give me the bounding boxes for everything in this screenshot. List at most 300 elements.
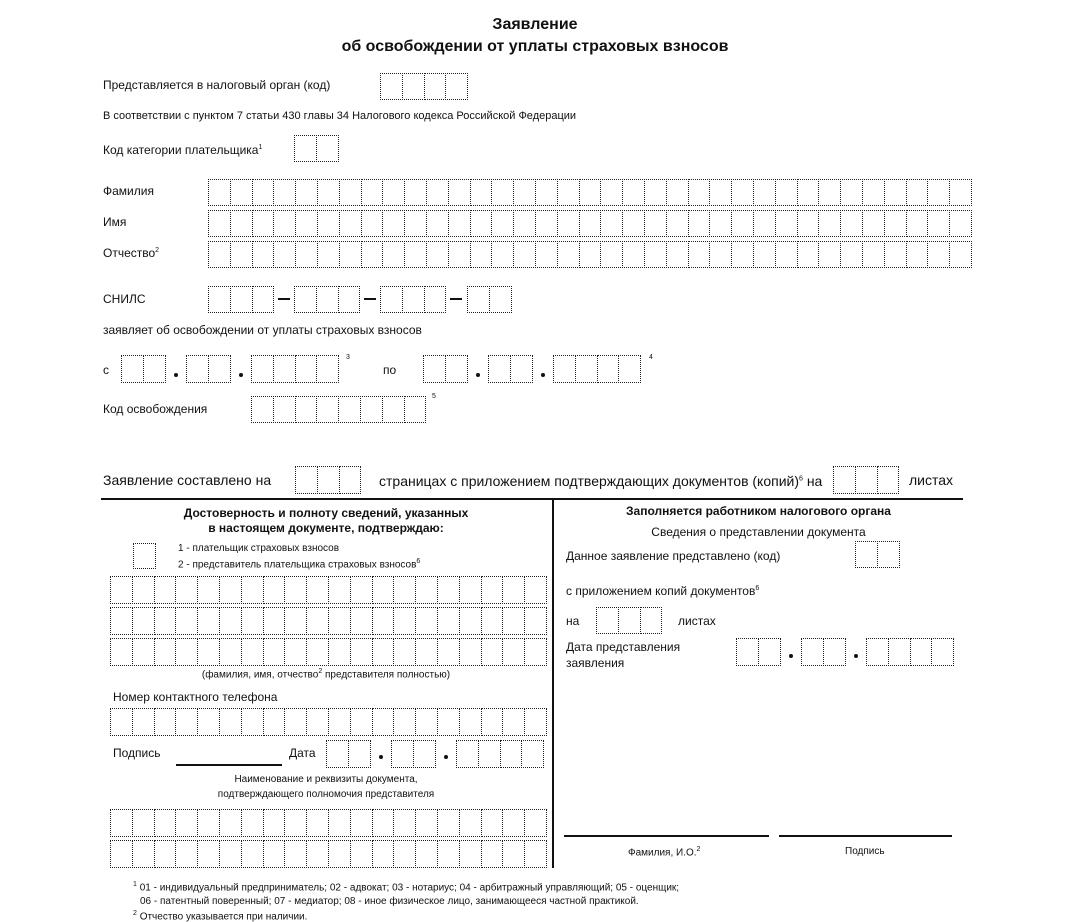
input-cell[interactable] xyxy=(481,638,504,666)
input-cell[interactable] xyxy=(470,179,493,206)
input-cell[interactable] xyxy=(709,179,732,206)
input-cell[interactable] xyxy=(437,840,460,868)
input-cell[interactable] xyxy=(360,396,383,423)
input-cell[interactable] xyxy=(175,638,198,666)
signature-line[interactable] xyxy=(176,764,282,766)
input-cell[interactable] xyxy=(263,809,286,837)
input-cell[interactable] xyxy=(491,241,514,268)
input-cell[interactable] xyxy=(241,576,264,604)
input-cell[interactable] xyxy=(731,210,754,237)
input-cell[interactable] xyxy=(797,179,820,206)
input-cell[interactable] xyxy=(361,179,384,206)
input-cell[interactable] xyxy=(927,241,950,268)
input-cell[interactable] xyxy=(840,179,863,206)
input-cell[interactable] xyxy=(437,708,460,736)
input-cell[interactable] xyxy=(415,840,438,868)
input-cell[interactable] xyxy=(415,708,438,736)
input-cell[interactable] xyxy=(910,638,933,666)
input-cell[interactable] xyxy=(775,179,798,206)
input-cell[interactable] xyxy=(666,241,689,268)
input-cell[interactable] xyxy=(133,543,156,569)
input-cell[interactable] xyxy=(372,809,395,837)
input-cell[interactable] xyxy=(622,179,645,206)
input-cell[interactable] xyxy=(186,355,209,383)
input-cell[interactable] xyxy=(500,740,523,768)
input-cell[interactable] xyxy=(316,135,339,162)
input-cell[interactable] xyxy=(295,179,318,206)
input-cell[interactable] xyxy=(640,607,663,634)
input-cell[interactable] xyxy=(424,286,447,313)
input-cell[interactable] xyxy=(402,286,425,313)
input-cell[interactable] xyxy=(175,576,198,604)
input-cell[interactable] xyxy=(502,576,525,604)
input-cell[interactable] xyxy=(393,638,416,666)
input-cell[interactable] xyxy=(317,210,340,237)
input-cell[interactable] xyxy=(888,638,911,666)
input-cell[interactable] xyxy=(317,466,340,494)
input-cell[interactable] xyxy=(424,73,447,100)
input-cell[interactable] xyxy=(339,210,362,237)
input-cell[interactable] xyxy=(448,241,471,268)
input-cell[interactable] xyxy=(175,607,198,635)
input-cell[interactable] xyxy=(404,210,427,237)
input-cell[interactable] xyxy=(132,607,155,635)
input-cell[interactable] xyxy=(241,708,264,736)
input-cell[interactable] xyxy=(208,210,231,237)
input-cell[interactable] xyxy=(666,179,689,206)
input-cell[interactable] xyxy=(132,840,155,868)
input-cell[interactable] xyxy=(263,576,286,604)
input-cell[interactable] xyxy=(502,607,525,635)
input-cell[interactable] xyxy=(413,740,436,768)
input-cell[interactable] xyxy=(927,210,950,237)
input-cell[interactable] xyxy=(350,708,373,736)
input-cell[interactable] xyxy=(328,638,351,666)
input-cell[interactable] xyxy=(197,840,220,868)
input-cell[interactable] xyxy=(306,576,329,604)
input-cell[interactable] xyxy=(445,355,468,383)
input-cell[interactable] xyxy=(600,241,623,268)
input-cell[interactable] xyxy=(154,576,177,604)
input-cell[interactable] xyxy=(350,638,373,666)
input-cell[interactable] xyxy=(426,241,449,268)
input-cell[interactable] xyxy=(600,179,623,206)
input-cell[interactable] xyxy=(404,241,427,268)
input-cell[interactable] xyxy=(132,576,155,604)
input-cell[interactable] xyxy=(524,576,547,604)
input-cell[interactable] xyxy=(284,708,307,736)
input-cell[interactable] xyxy=(316,286,339,313)
input-cell[interactable] xyxy=(866,638,889,666)
input-cell[interactable] xyxy=(251,355,274,383)
input-cell[interactable] xyxy=(339,466,362,494)
input-cell[interactable] xyxy=(524,809,547,837)
input-cell[interactable] xyxy=(801,638,824,666)
input-cell[interactable] xyxy=(263,638,286,666)
input-cell[interactable] xyxy=(295,210,318,237)
input-cell[interactable] xyxy=(382,241,405,268)
input-cell[interactable] xyxy=(489,286,512,313)
input-cell[interactable] xyxy=(491,179,514,206)
input-cell[interactable] xyxy=(154,708,177,736)
input-cell[interactable] xyxy=(306,607,329,635)
input-cell[interactable] xyxy=(154,840,177,868)
input-cell[interactable] xyxy=(350,607,373,635)
input-cell[interactable] xyxy=(219,638,242,666)
input-cell[interactable] xyxy=(328,809,351,837)
input-cell[interactable] xyxy=(197,607,220,635)
input-cell[interactable] xyxy=(263,840,286,868)
input-cell[interactable] xyxy=(622,210,645,237)
input-cell[interactable] xyxy=(459,708,482,736)
input-cell[interactable] xyxy=(731,179,754,206)
input-cell[interactable] xyxy=(535,179,558,206)
input-cell[interactable] xyxy=(110,638,133,666)
input-cell[interactable] xyxy=(753,179,776,206)
input-cell[interactable] xyxy=(132,638,155,666)
input-cell[interactable] xyxy=(197,809,220,837)
input-cell[interactable] xyxy=(535,210,558,237)
input-cell[interactable] xyxy=(840,210,863,237)
input-cell[interactable] xyxy=(884,210,907,237)
input-cell[interactable] xyxy=(502,840,525,868)
input-cell[interactable] xyxy=(230,241,253,268)
input-cell[interactable] xyxy=(316,355,339,383)
input-cell[interactable] xyxy=(132,809,155,837)
input-cell[interactable] xyxy=(644,179,667,206)
input-cell[interactable] xyxy=(481,840,504,868)
input-cell[interactable] xyxy=(316,396,339,423)
legal-basis-text: В соответствии с пунктом 7 статьи 430 главы 34 Налогового кодекса Российской Федерации xyxy=(103,110,577,122)
input-cell[interactable] xyxy=(328,576,351,604)
input-cell[interactable] xyxy=(481,576,504,604)
input-cell[interactable] xyxy=(404,179,427,206)
input-cell[interactable] xyxy=(350,840,373,868)
input-cell[interactable] xyxy=(524,607,547,635)
input-cell[interactable] xyxy=(524,708,547,736)
input-cell[interactable] xyxy=(361,241,384,268)
input-cell[interactable] xyxy=(294,135,317,162)
input-cell[interactable] xyxy=(931,638,954,666)
input-cell[interactable] xyxy=(175,708,198,736)
input-cell[interactable] xyxy=(459,607,482,635)
input-cell[interactable] xyxy=(622,241,645,268)
input-cell[interactable] xyxy=(132,708,155,736)
input-cell[interactable] xyxy=(273,355,296,383)
input-cell[interactable] xyxy=(208,355,231,383)
input-cell[interactable] xyxy=(437,607,460,635)
input-cell[interactable] xyxy=(252,241,275,268)
input-cell[interactable] xyxy=(906,179,929,206)
input-cell[interactable] xyxy=(219,607,242,635)
input-cell[interactable] xyxy=(241,840,264,868)
input-cell[interactable] xyxy=(372,607,395,635)
input-cell[interactable] xyxy=(618,607,641,634)
input-cell[interactable] xyxy=(502,708,525,736)
input-cell[interactable] xyxy=(230,179,253,206)
input-cell[interactable] xyxy=(481,607,504,635)
input-cell[interactable] xyxy=(273,396,296,423)
input-cell[interactable] xyxy=(775,210,798,237)
input-cell[interactable] xyxy=(110,809,133,837)
input-cell[interactable] xyxy=(154,638,177,666)
input-cell[interactable] xyxy=(618,355,641,383)
input-cell[interactable] xyxy=(154,809,177,837)
input-cell[interactable] xyxy=(445,73,468,100)
input-cell[interactable] xyxy=(306,840,329,868)
officer-signature-line[interactable] xyxy=(779,835,952,837)
input-cell[interactable] xyxy=(862,210,885,237)
input-cell[interactable] xyxy=(219,840,242,868)
input-cell[interactable] xyxy=(230,286,253,313)
input-cell[interactable] xyxy=(459,809,482,837)
input-cell[interactable] xyxy=(110,607,133,635)
input-cell[interactable] xyxy=(426,210,449,237)
input-cell[interactable] xyxy=(263,708,286,736)
input-cell[interactable] xyxy=(467,286,490,313)
input-cell[interactable] xyxy=(252,179,275,206)
input-cell[interactable] xyxy=(338,286,361,313)
officer-name-line[interactable] xyxy=(564,835,769,837)
input-cell[interactable] xyxy=(252,286,275,313)
input-cell[interactable] xyxy=(448,210,471,237)
input-cell[interactable] xyxy=(338,396,361,423)
input-cell[interactable] xyxy=(459,638,482,666)
input-cell[interactable] xyxy=(579,179,602,206)
input-cell[interactable] xyxy=(393,607,416,635)
input-cell[interactable] xyxy=(241,607,264,635)
input-cell[interactable] xyxy=(380,73,403,100)
input-cell[interactable] xyxy=(709,241,732,268)
input-cell[interactable] xyxy=(382,179,405,206)
input-cell[interactable] xyxy=(949,210,972,237)
input-cell[interactable] xyxy=(753,241,776,268)
input-cell[interactable] xyxy=(241,638,264,666)
input-cell[interactable] xyxy=(521,740,544,768)
input-cell[interactable] xyxy=(855,466,878,494)
input-cell[interactable] xyxy=(456,740,479,768)
input-cell[interactable] xyxy=(208,286,231,313)
input-cell[interactable] xyxy=(154,607,177,635)
input-cell[interactable] xyxy=(437,809,460,837)
input-cell[interactable] xyxy=(175,840,198,868)
input-cell[interactable] xyxy=(393,708,416,736)
input-cell[interactable] xyxy=(906,241,929,268)
input-cell[interactable] xyxy=(818,179,841,206)
input-cell[interactable] xyxy=(110,576,133,604)
input-cell[interactable] xyxy=(382,396,405,423)
input-cell[interactable] xyxy=(328,607,351,635)
input-cell[interactable] xyxy=(437,576,460,604)
input-cell[interactable] xyxy=(415,638,438,666)
input-cell[interactable] xyxy=(208,179,231,206)
input-cell[interactable] xyxy=(284,809,307,837)
input-cell[interactable] xyxy=(709,210,732,237)
input-cell[interactable] xyxy=(758,638,781,666)
input-cell[interactable] xyxy=(491,210,514,237)
input-cell[interactable] xyxy=(273,179,296,206)
input-cell[interactable] xyxy=(295,396,318,423)
input-cell[interactable] xyxy=(906,210,929,237)
input-cell[interactable] xyxy=(502,638,525,666)
input-cell[interactable] xyxy=(557,241,580,268)
input-cell[interactable] xyxy=(328,708,351,736)
input-cell[interactable] xyxy=(927,179,950,206)
input-cell[interactable] xyxy=(197,576,220,604)
input-cell[interactable] xyxy=(731,241,754,268)
input-cell[interactable] xyxy=(949,179,972,206)
input-cell[interactable] xyxy=(644,241,667,268)
input-cell[interactable] xyxy=(121,355,144,383)
input-cell[interactable] xyxy=(688,241,711,268)
input-cell[interactable] xyxy=(459,840,482,868)
input-cell[interactable] xyxy=(597,355,620,383)
input-cell[interactable] xyxy=(481,809,504,837)
input-cell[interactable] xyxy=(823,638,846,666)
input-cell[interactable] xyxy=(840,241,863,268)
input-cell[interactable] xyxy=(688,179,711,206)
input-cell[interactable] xyxy=(884,241,907,268)
input-cell[interactable] xyxy=(219,576,242,604)
input-cell[interactable] xyxy=(197,708,220,736)
input-cell[interactable] xyxy=(382,210,405,237)
input-cell[interactable] xyxy=(478,740,501,768)
input-cell[interactable] xyxy=(862,179,885,206)
input-cell[interactable] xyxy=(459,576,482,604)
input-cell[interactable] xyxy=(295,355,318,383)
input-cell[interactable] xyxy=(524,840,547,868)
input-cell[interactable] xyxy=(600,210,623,237)
input-cell[interactable] xyxy=(833,466,856,494)
input-cell[interactable] xyxy=(295,241,318,268)
input-cell[interactable] xyxy=(884,179,907,206)
input-cell[interactable] xyxy=(557,210,580,237)
input-cell[interactable] xyxy=(855,541,878,568)
input-cell[interactable] xyxy=(372,840,395,868)
input-cell[interactable] xyxy=(273,241,296,268)
input-cell[interactable] xyxy=(470,210,493,237)
input-cell[interactable] xyxy=(306,708,329,736)
input-cell[interactable] xyxy=(350,809,373,837)
input-cell[interactable] xyxy=(513,179,536,206)
input-cell[interactable] xyxy=(877,541,900,568)
input-cell[interactable] xyxy=(339,179,362,206)
input-cell[interactable] xyxy=(273,210,296,237)
input-cell[interactable] xyxy=(380,286,403,313)
input-cell[interactable] xyxy=(208,241,231,268)
input-cell[interactable] xyxy=(372,638,395,666)
input-cell[interactable] xyxy=(513,210,536,237)
input-cell[interactable] xyxy=(295,466,318,494)
input-cell[interactable] xyxy=(415,576,438,604)
input-cell[interactable] xyxy=(877,466,900,494)
input-cell[interactable] xyxy=(402,73,425,100)
input-cell[interactable] xyxy=(579,210,602,237)
input-cell[interactable] xyxy=(284,607,307,635)
input-cell[interactable] xyxy=(230,210,253,237)
input-cell[interactable] xyxy=(481,708,504,736)
input-cell[interactable] xyxy=(219,809,242,837)
input-cell[interactable] xyxy=(557,179,580,206)
input-cell[interactable] xyxy=(797,241,820,268)
input-cell[interactable] xyxy=(361,210,384,237)
input-cell[interactable] xyxy=(317,179,340,206)
input-cell[interactable] xyxy=(252,210,275,237)
input-cell[interactable] xyxy=(328,840,351,868)
input-cell[interactable] xyxy=(393,576,416,604)
input-cell[interactable] xyxy=(348,740,371,768)
input-cell[interactable] xyxy=(294,286,317,313)
input-cell[interactable] xyxy=(284,840,307,868)
input-cell[interactable] xyxy=(175,809,198,837)
input-cell[interactable] xyxy=(775,241,798,268)
input-cell[interactable] xyxy=(326,740,349,768)
input-cell[interactable] xyxy=(415,607,438,635)
input-cell[interactable] xyxy=(949,241,972,268)
input-cell[interactable] xyxy=(818,241,841,268)
input-cell[interactable] xyxy=(510,355,533,383)
input-cell[interactable] xyxy=(423,355,446,383)
input-cell[interactable] xyxy=(426,179,449,206)
input-cell[interactable] xyxy=(251,396,274,423)
input-cell[interactable] xyxy=(488,355,511,383)
input-cell[interactable] xyxy=(524,638,547,666)
input-cell[interactable] xyxy=(797,210,820,237)
input-cell[interactable] xyxy=(197,638,220,666)
input-cell[interactable] xyxy=(513,241,536,268)
input-cell[interactable] xyxy=(339,241,362,268)
input-cell[interactable] xyxy=(284,576,307,604)
input-cell[interactable] xyxy=(391,740,414,768)
input-cell[interactable] xyxy=(317,241,340,268)
input-cell[interactable] xyxy=(415,809,438,837)
input-cell[interactable] xyxy=(575,355,598,383)
input-cell[interactable] xyxy=(502,809,525,837)
input-cell[interactable] xyxy=(404,396,427,423)
input-cell[interactable] xyxy=(219,708,242,736)
input-cell[interactable] xyxy=(393,809,416,837)
input-cell[interactable] xyxy=(306,638,329,666)
input-cell[interactable] xyxy=(596,607,619,634)
input-cell[interactable] xyxy=(372,576,395,604)
input-cell[interactable] xyxy=(263,607,286,635)
input-cell[interactable] xyxy=(284,638,307,666)
input-cell[interactable] xyxy=(818,210,841,237)
input-cell[interactable] xyxy=(535,241,558,268)
input-cell[interactable] xyxy=(437,638,460,666)
input-cell[interactable] xyxy=(393,840,416,868)
input-cell[interactable] xyxy=(470,241,493,268)
input-cell[interactable] xyxy=(110,840,133,868)
input-cell[interactable] xyxy=(306,809,329,837)
input-cell[interactable] xyxy=(753,210,776,237)
input-cell[interactable] xyxy=(553,355,576,383)
input-cell[interactable] xyxy=(688,210,711,237)
input-cell[interactable] xyxy=(736,638,759,666)
input-cell[interactable] xyxy=(448,179,471,206)
input-cell[interactable] xyxy=(862,241,885,268)
input-cell[interactable] xyxy=(644,210,667,237)
input-cell[interactable] xyxy=(241,809,264,837)
input-cell[interactable] xyxy=(350,576,373,604)
input-cell[interactable] xyxy=(143,355,166,383)
input-cell[interactable] xyxy=(579,241,602,268)
input-cell[interactable] xyxy=(110,708,133,736)
panel-top-border xyxy=(101,498,963,500)
input-cell[interactable] xyxy=(372,708,395,736)
date-separator xyxy=(174,373,178,377)
input-cell[interactable] xyxy=(666,210,689,237)
